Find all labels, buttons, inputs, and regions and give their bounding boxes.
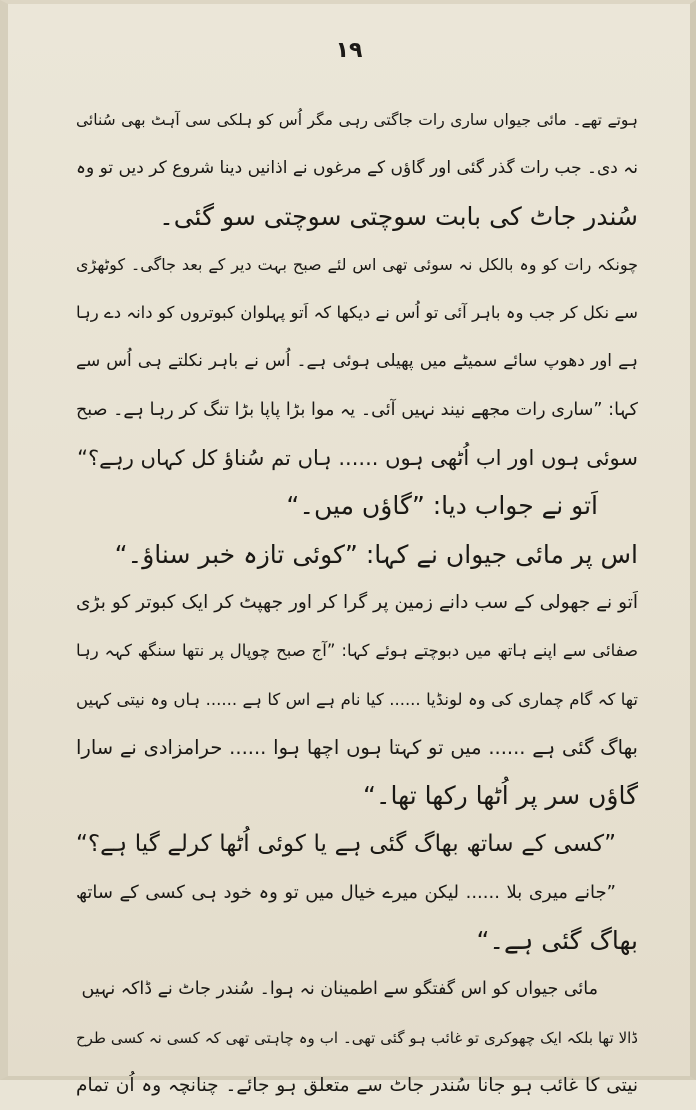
text-line-21: نیتی کا غائب ہو جانا سُندر جاٹ سے متعلق ہو جائے۔ چنانچہ وہ اُن تمام xyxy=(76,1074,638,1096)
text-line-12: صفائی سے اپنے ہاتھ میں دبوچتے ہوئے کہا: ”آج صبح چوپال پر نتھا سنگھ کہہ رہا xyxy=(76,641,638,661)
text-line-11: اَتو نے جھولی کے سب دانے زمین پر گرا کر اور جھپٹ کر ایک کبوتر کو بڑی xyxy=(76,591,638,613)
body-text xyxy=(76,96,638,1110)
text-line-3: سُندر جاٹ کی بابت سوچتی سوچتی سو گئی۔ xyxy=(159,201,638,231)
text-line-2: نہ دی۔ جب رات گذر گئی اور گاؤں کے مرغوں نے اذانیں دینا شروع کر دیں تو وہ xyxy=(76,158,638,179)
text-line-17: ”جانے میری بلا ...... لیکن میرے خیال میں تو وہ خود ہی کسی کے ساتھ xyxy=(76,881,616,903)
text-line-20: ڈالا تھا بلکہ ایک چھوکری تو غائب ہو گئی تھی۔ اب وہ چاہتی تھی کہ کسی نہ کسی طرح xyxy=(76,1028,638,1047)
text-line-4: چونکہ رات کو وہ بالکل نہ سوئی تھی اس لئے صبح بہت دیر کے بعد جاگی۔ کوٹھڑی xyxy=(76,254,638,274)
text-line-13: تھا کہ گام چماری کی وہ لونڈیا ...... کیا نام ہے اس کا ہے ...... ہاں وہ نیتی کہیں xyxy=(76,689,638,709)
text-line-19: مائی جیواں کو اس گفتگو سے اطمینان نہ ہوا۔ سُندر جاٹ نے ڈاکہ نہیں xyxy=(81,979,598,1000)
text-line-16: ”کسی کے ساتھ بھاگ گئی ہے یا کوئی اُٹھا کرلے گیا ہے؟“ xyxy=(76,831,616,858)
text-line-6: ہے اور دھوپ سائے سمیٹے میں پھیلی ہوئی ہے۔ اُس نے باہر نکلتے ہی اُس سے xyxy=(76,351,638,372)
text-line-1: ہوتے تھے۔ مائی جیواں ساری رات جاگتی رہی مگر اُس کو ہلکی سی آہٹ بھی سُنائی xyxy=(76,111,638,129)
text-line-5: سے نکل کر جب وہ باہر آئی تو اُس نے دیکھا کہ اَتو پہلوان کبوتروں کو دانہ دے رہا xyxy=(76,303,638,323)
text-line-15: گاؤں سر پر اُٹھا رکھا تھا۔“ xyxy=(362,781,638,811)
text-line-9: اَتو نے جواب دیا: ”گاؤں میں۔“ xyxy=(286,491,598,521)
page-number: ۱۹ xyxy=(335,38,363,63)
text-line-18: بھاگ گئی ہے۔“ xyxy=(476,926,638,956)
text-line-8: سوئی ہوں اور اب اُٹھی ہوں ...... ہاں تم سُناؤ کل کہاں رہے؟“ xyxy=(77,446,638,471)
text-line-14: بھاگ گئی ہے ...... میں تو کہتا ہوں اچھا ہوا ...... حرامزادی نے سارا xyxy=(76,735,638,759)
text-line-10: اس پر مائی جیواں نے کہا: ”کوئی تازہ خبر سناؤ۔“ xyxy=(114,539,638,569)
text-line-7: کہا: ”ساری رات مجھے نیند نہیں آئی۔ یہ موا بڑا پاپا بڑا تنگ کر رہا ہے۔ صبح xyxy=(76,399,638,420)
